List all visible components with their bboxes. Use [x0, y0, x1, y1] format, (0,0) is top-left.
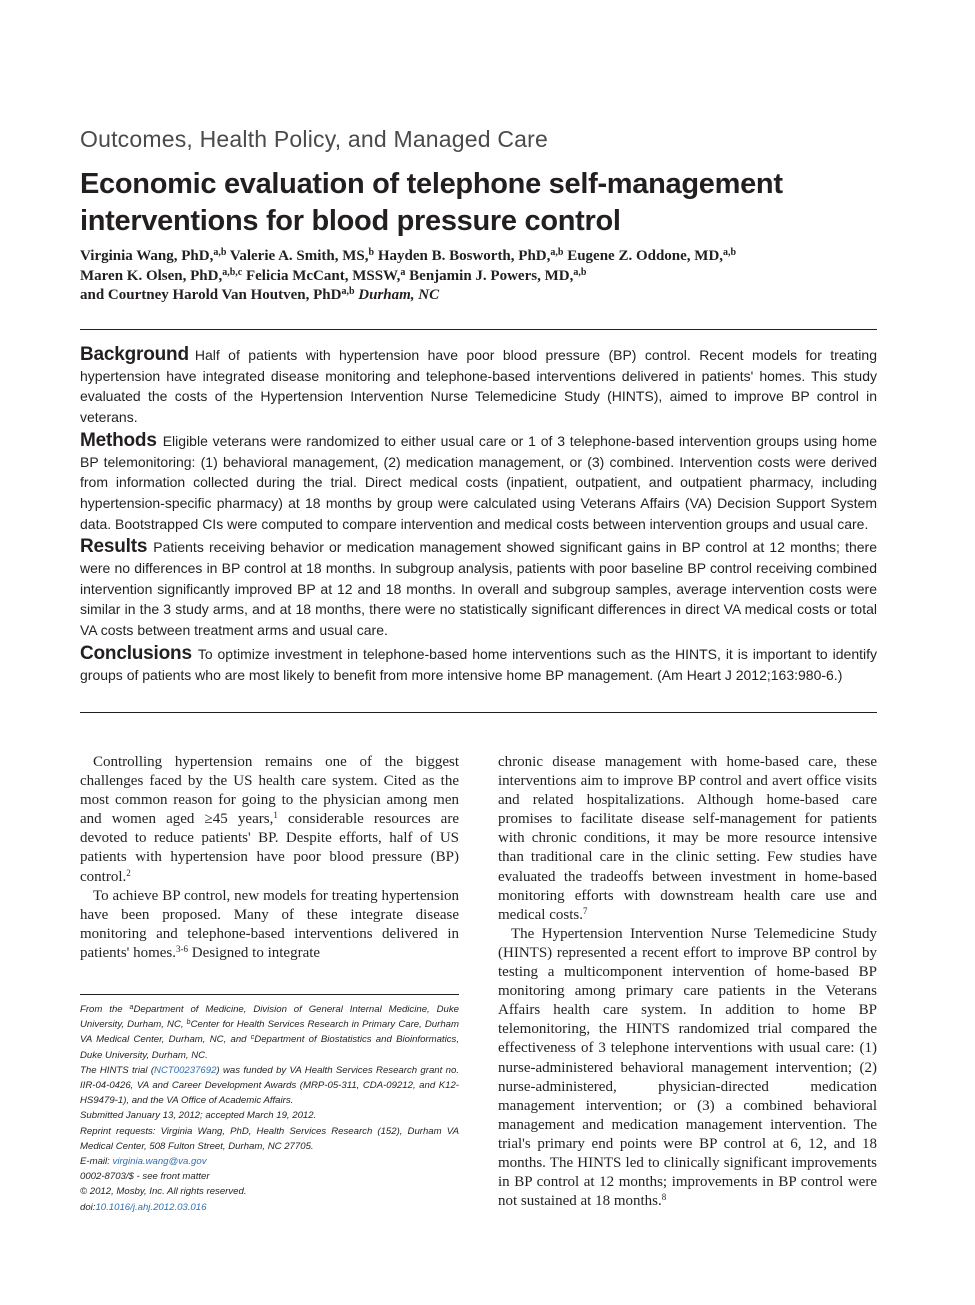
footnote-copyright: © 2012, Mosby, Inc. All rights reserved.	[80, 1186, 247, 1198]
affiliation-mark: a,b,c	[222, 266, 243, 278]
author-name: Maren K. Olsen, PhD,	[80, 267, 223, 284]
abstract-heading: Conclusions	[80, 642, 192, 664]
affiliation-mark: a	[129, 1004, 134, 1011]
affiliation-mark: b	[186, 1019, 191, 1027]
body-text: Controlling hypertension remains one of the biggest challenges faced by the US health care system. Cited as the most common reason for going to the physician among men and women aged ≥45 years,	[80, 754, 459, 828]
footnote-issn: 0002-8703/$ - see front matter	[80, 1171, 210, 1183]
affiliation-mark: a,b	[213, 247, 227, 258]
footnote-doi	[80, 1200, 459, 1215]
abstract-methods	[80, 431, 877, 535]
body-text: To achieve BP control, new models for treating hypertension have been proposed. Many of these integrate disease monitoring and telephone-based interventions delivered in patients' homes.	[80, 887, 459, 961]
footnote-submitted: Submitted January 13, 2012; accepted March 19, 2012.	[80, 1110, 317, 1122]
section-heading: Outcomes, Health Policy, and Managed Care	[80, 126, 549, 152]
footnotes	[80, 1002, 459, 1215]
footnote-text: E-mail:	[80, 1156, 113, 1168]
abstract-heading: Methods	[80, 429, 157, 451]
author-name: Benjamin J. Powers, MD,	[409, 267, 574, 284]
footnote-funding	[80, 1063, 459, 1109]
abstract-text: Patients receiving behavior or medication management showed significant gains in BP control at 12 months; there were no differences in BP control at 18 months. In subgroup analysis, patients with poor baseline BP control receiving combined intervention significantly improved BP at 12 and 18 months. In overall and subgroup samples, average intervention costs were similar in the 3 study arms, and at 18 months, there were no statistically significant differences in direct VA medical costs or total VA costs between treatment arms and usual care.	[80, 539, 877, 639]
citation-ref[interactable]: 7	[582, 905, 588, 916]
citation-ref[interactable]: 2	[126, 867, 131, 878]
abstract-heading: Background	[80, 344, 189, 365]
author-list	[80, 247, 877, 306]
affiliation-mark: a,b	[723, 247, 737, 258]
affiliation-mark: a,b	[550, 247, 564, 258]
body-paragraph	[498, 753, 877, 925]
article-title	[80, 166, 877, 240]
footnote-text: Department of Biostatistics and Bioinformatics, Duke University, Durham, NC.	[80, 1034, 459, 1061]
title-line-2: interventions for blood pressure control	[80, 205, 621, 237]
citation-ref[interactable]: 8	[661, 1192, 667, 1203]
abstract-results	[80, 537, 877, 641]
author-name: Hayden B. Bosworth, PhD,	[377, 248, 551, 264]
author-line-2	[80, 267, 877, 287]
footnote-affiliations	[80, 1002, 459, 1063]
abstract-text: Eligible veterans were randomized to either usual care or 1 of 3 telephone-based intervention groups using home BP telemonitoring: (1) behavioral management, (2) medication management, or (3) combined. Intervention costs were derived from information collected during the trial. Direct medical costs (inpatient, outpatient, and outpatient pharmacy, including hypertension-specific pharmacy) at 18 months by group were calculated using Veterans Affairs (VA) Decision Support System data. Bootstrapped CIs were computed to compare intervention and medical costs between intervention groups and usual care.	[80, 432, 877, 532]
footnote-text: From the	[80, 1004, 130, 1015]
affiliation-mark: a,b	[573, 266, 587, 278]
abstract-heading: Results	[80, 536, 148, 558]
abstract-bottom-rule	[80, 712, 877, 713]
body-column-left	[80, 753, 459, 963]
footnote-text: Center for Health Services Research in Primary Care, Durham VA Medical Center, Durham, NC, and	[80, 1019, 459, 1046]
author-name: Eugene Z. Oddone, MD,	[567, 248, 724, 264]
abstract-text: To optimize investment in telephone-based home interventions such as the HINTS, it is important to identify groups of patients who are most likely to benefit from more intensive home BP management. (Am Heart J 2012;163:980-6.)	[80, 645, 877, 683]
author-line-1	[80, 247, 877, 267]
body-text: The Hypertension Intervention Nurse Telemedicine Study (HINTS) represented a recent effort to improve BP control by testing a multicomponent intervention of home-based BP monitoring among primary care patients in the Veterans Affairs health care system. In addition to home BP telemonitoring, the HINTS randomized trial compared the effectiveness of 3 telephone interventions with usual care: (1) nurse-administered behavioral management intervention; (2) nurse-administered, physician-directed medication management intervention; or (3) a combined behavioral management and medication management intervention. The trial's primary end points were BP control at 6, 12, and 18 months. The HINTS led to clinically significant improvements in BP control at 12 months; improvements in BP control were not sustained at 18 months.	[498, 925, 877, 1210]
footnote-reprint: Reprint requests: Virginia Wang, PhD, Health Services Research (152), Durham VA Medical Center, 508 Fulton Street, Durham, NC 27705.	[80, 1125, 459, 1152]
footnote-text: ) was funded by VA Health Services Research grant no. IIR-04-0426, VA and Career Development Awards (MRP-05-311, CDA-09212, and K12-HS9479-1), and the VA Office of Academic Affairs.	[80, 1064, 459, 1107]
footnote-rule	[80, 994, 459, 995]
footnote-text: doi:	[80, 1201, 96, 1213]
footnote-text: Department of Medicine, Division of General Internal Medicine, Duke University, Durham, NC,	[80, 1004, 459, 1031]
abstract-conclusions	[80, 644, 877, 685]
author-name: Felicia McCant, MSSW,	[245, 267, 401, 284]
body-text: chronic disease management with home-based care, these interventions aim to improve BP control and avert office visits and related hospitalizations. Although home-based care promises to facilitate disease self-management for patients with chronic conditions, it may be more resource intensive than traditional care in the clinic setting. Few studies have evaluated the tradeoffs between investment in home-based monitoring efforts with downstream health care use and medical costs.	[498, 754, 877, 923]
body-paragraph	[80, 753, 459, 887]
affiliation-mark: c	[250, 1034, 255, 1042]
body-column-right	[498, 753, 877, 1211]
affiliation-mark: b	[368, 247, 375, 258]
author-name: Valerie A. Smith, MS,	[229, 248, 369, 264]
abstract-text: Half of patients with hypertension have poor blood pressure (BP) control. Recent models for treating hypertension have integrated disease monitoring and telephone-based interventions delivered in patients' homes. This study evaluated the costs of the Hypertension Intervention Nurse Telemedicine Study (HINTS), aimed to improve BP control in veterans.	[80, 347, 877, 426]
author-location: Durham, NC	[358, 287, 440, 303]
author-name: and Courtney Harold Van Houtven, PhD	[80, 287, 342, 303]
body-paragraph	[498, 925, 877, 1211]
body-text: Designed to integrate	[188, 944, 321, 961]
footnote-email	[80, 1154, 459, 1169]
doi-link[interactable]: 10.1016/j.ahj.2012.03.016	[95, 1201, 207, 1213]
author-line-3	[80, 286, 877, 306]
footnote-text: The HINTS trial (	[80, 1064, 155, 1076]
citation-ref[interactable]: 1	[273, 810, 278, 821]
citation-ref[interactable]: 3-6	[176, 943, 189, 954]
abstract-top-rule	[80, 329, 877, 330]
affiliation-mark: a	[400, 266, 406, 278]
abstract-background	[80, 345, 877, 428]
abstract	[80, 345, 877, 688]
email-link[interactable]: virginia.wang@va.gov	[112, 1156, 207, 1168]
affiliation-mark: a,b	[341, 286, 355, 297]
title-line-1: Economic evaluation of telephone self-management	[80, 168, 783, 200]
body-text: considerable resources are devoted to reduce patients' BP. Despite efforts, half of US patients with hypertension have poor blood pressure (BP) control.	[80, 811, 459, 885]
author-name: Virginia Wang, PhD,	[80, 248, 214, 264]
body-paragraph	[80, 887, 459, 963]
trial-registry-link[interactable]: NCT00237692	[154, 1064, 217, 1076]
